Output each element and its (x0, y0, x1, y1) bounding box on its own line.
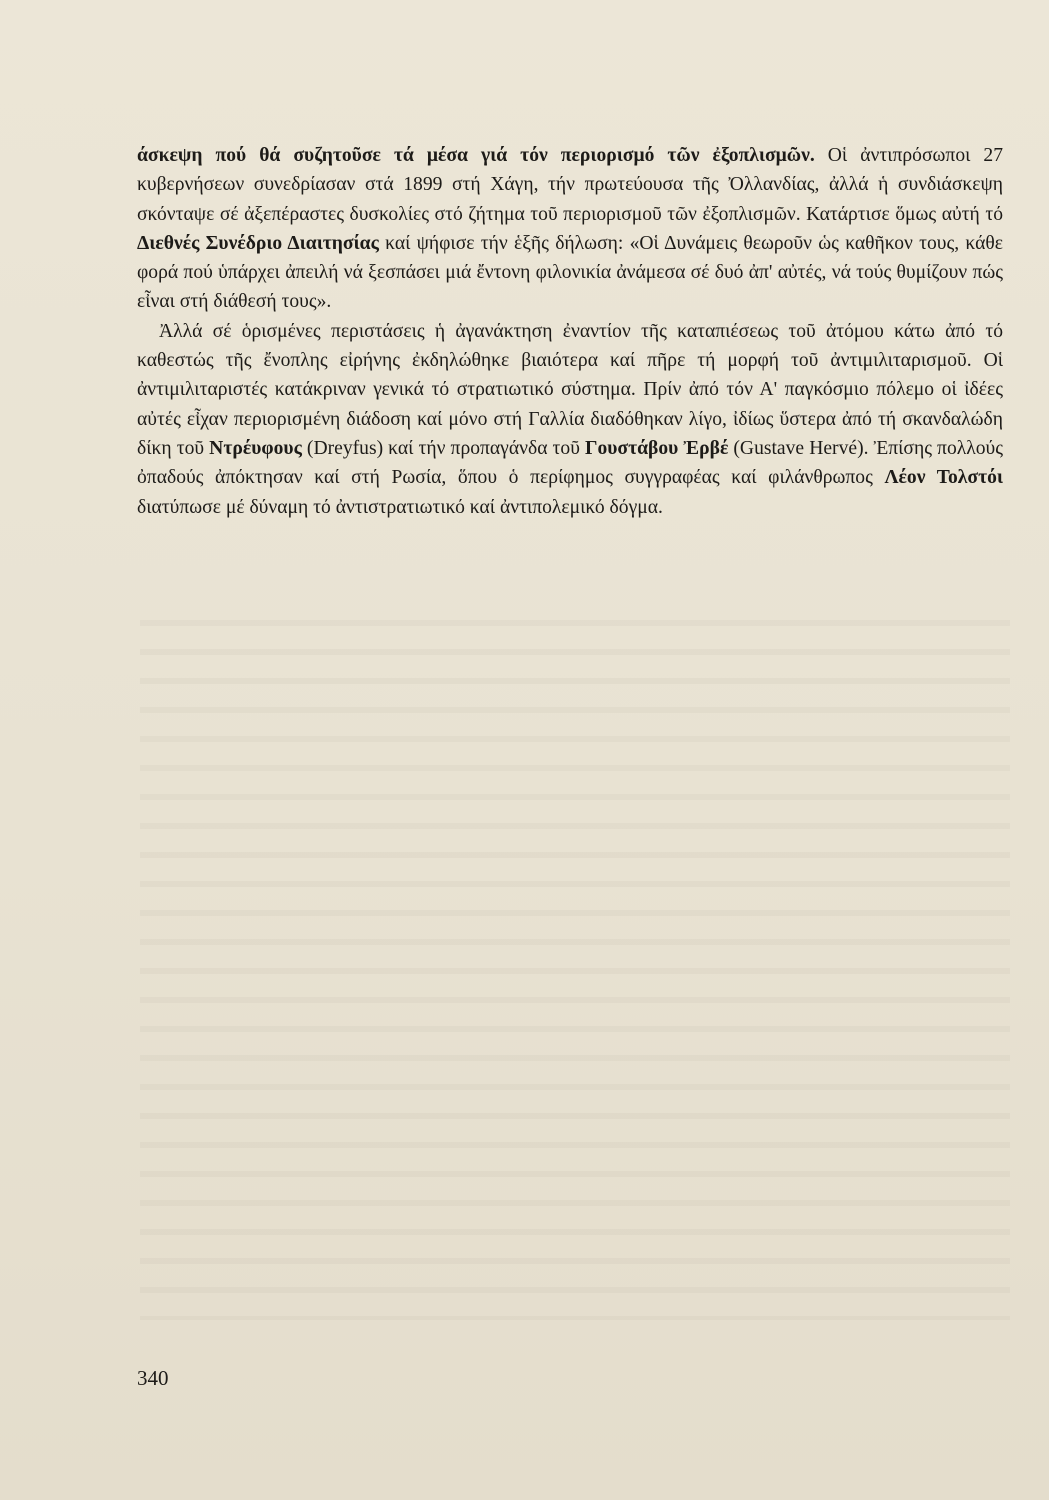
paragraph-2 (137, 317, 1003, 522)
p2-seg-3: Γουστάβου Ἐρβέ (585, 437, 729, 459)
page-number: 340 (137, 1366, 169, 1390)
p1-seg-1: Οἱ ἀντιπρόσωποι 27 κυβερνήσεων συνεδρίασαν στά 1899 στή Χάγη, τήν πρωτεύουσα τῆς Ὀλλανδίας, ἀλλά ἡ συνδιάσκεψη σκόνταψε σέ ἀξεπέραστες δυσκολίες στό ζήτημα τοῦ περιορισμοῦ τῶν ἐξοπλισμῶν. Κατάρτισε ὅμως αὐτή τό (137, 145, 1003, 225)
bleed-through-shadow (140, 620, 1010, 1320)
body-text (137, 141, 1003, 522)
p2-seg-0: Ἀλλά σέ ὁρισμένες περιστάσεις ἡ ἀγανάκτηση ἐναντίον τῆς καταπιέσεως τοῦ ἀτόμου κάτω ἀπό τό καθεστώς τῆς ἔνοπλης εἰρήνης ἐκδηλώθηκε βιαιότερα καί πῆρε τή μορφή τοῦ ἀντιμιλιταρισμοῦ. Οἱ ἀντιμιλιταριστές κατάκριναν γενικά τό στρατιωτικό σύστημα. Πρίν ἀπό τόν Α' παγκόσμιο πόλεμο οἱ ἰδέες αὐτές εἶχαν περιορισμένη διάδοση καί μόνο στή Γαλλία διαδόθηκαν λίγο, ἰδίως ὕστερα ἀπό τή σκανδαλώδη δίκη τοῦ (137, 320, 1003, 459)
p2-seg-1: Ντρέυφους (209, 437, 302, 459)
paragraph-1 (137, 141, 1003, 317)
p1-seg-2: Διεθνές Συνέδριο Διαιτησίας (137, 232, 379, 254)
p2-seg-5: Λέον Τολστόι (884, 467, 1003, 489)
p1-seg-3: καί ψήφισε τήν ἑξῆς δήλωση: «Οἱ Δυνάμεις θεωροῦν ὡς καθῆκον τους, κάθε φορά πού ὑπάρχει ἀπειλή νά ξεσπάσει μιά ἔντονη φιλονικία ἀνάμεσα σέ δυό ἀπ' αὐτές, νά τούς θυμίζουν πώς εἶναι στή διάθεσή τους». (137, 232, 1003, 313)
p2-seg-6: διατύπωσε μέ δύναμη τό ἀντιστρατιωτικό καί ἀντιπολεμικό δόγμα. (137, 496, 663, 518)
p1-seg-0: άσκεψη πού θά συζητοῦσε τά μέσα γιά τόν περιορισμό τῶν ἐξοπλισμῶν. (137, 145, 815, 166)
p2-seg-4: (Gustave Hervé). Ἐπίσης πολλούς ὀπαδούς ἀπόκτησαν καί στή Ρωσία, ὅπου ὁ περίφημος συγγραφέας καί φιλάνθρωπος (137, 437, 1003, 489)
p2-seg-2: (Dreyfus) καί τήν προπαγάνδα τοῦ (301, 437, 585, 459)
